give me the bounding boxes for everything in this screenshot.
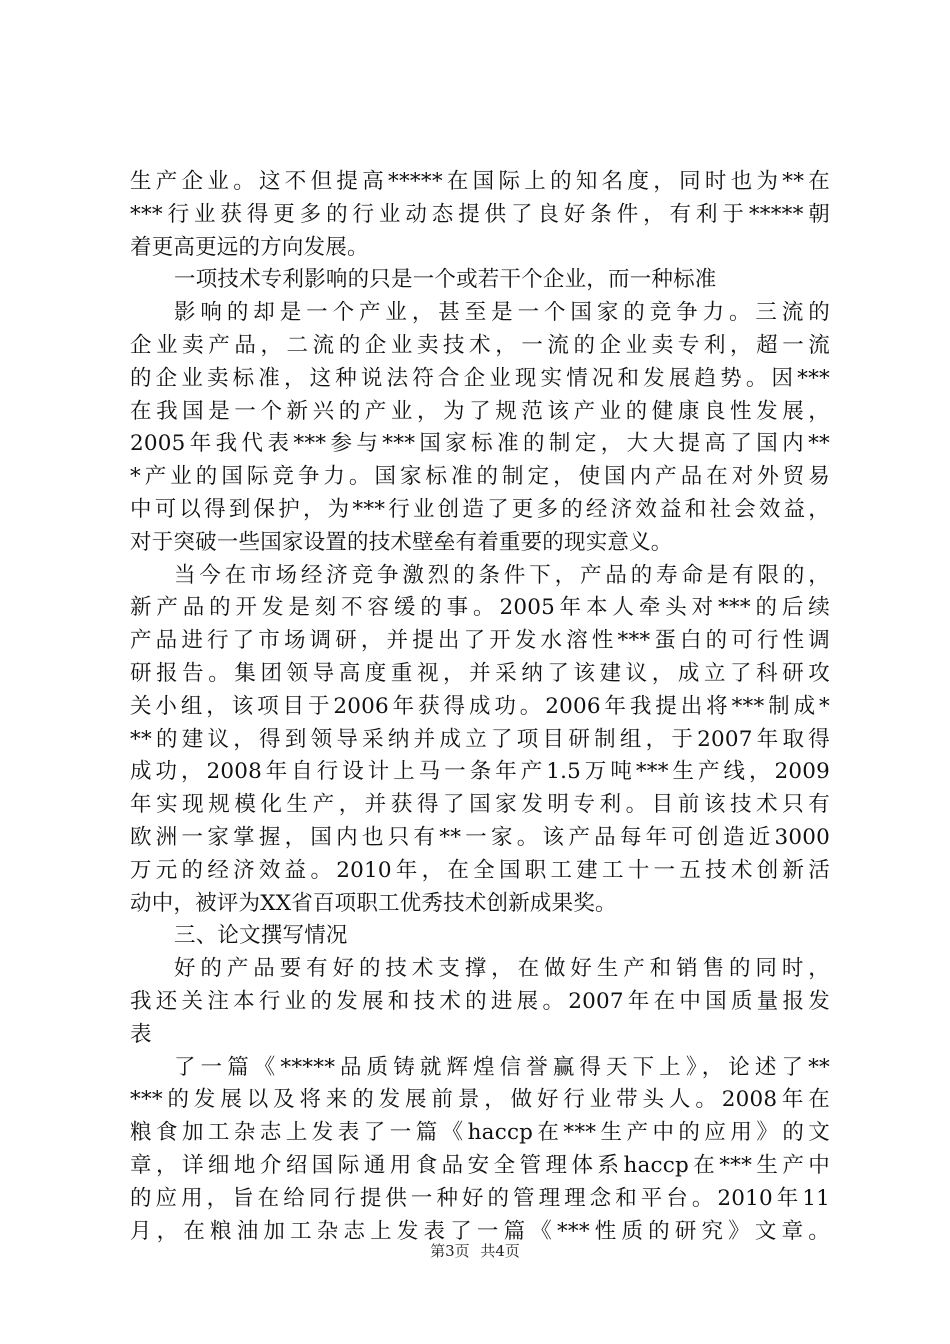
text-line: **的建议，得到领导采纳并成立了项目研制组，于2007年取得 (130, 726, 830, 752)
text-line: 当今在市场经济竞争激烈的条件下，产品的寿命是有限的， (174, 562, 830, 588)
text-line: 了一篇《*****品质铸就辉煌信誉赢得天下上》，论述了** (174, 1054, 830, 1080)
page-footer (0, 1240, 950, 1261)
text-line: 的应用，旨在给同行提供一种好的管理理念和平台。2010年11 (130, 1185, 830, 1211)
page-number: 第3页 (430, 1242, 470, 1260)
text-line: 影响的却是一个产业，甚至是一个国家的竞争力。三流的 (174, 300, 830, 326)
text-line: 成功，2008年自行设计上马一条年产1.5万吨***生产线，2009 (130, 759, 830, 785)
text-line: 动中，被评为XX省百项职工优秀技术创新成果奖。 (130, 890, 617, 916)
document-body (130, 166, 830, 1248)
text-line: ***行业获得更多的行业动态提供了良好条件，有利于*****朝 (130, 201, 830, 227)
text-line: 年实现规模化生产，并获得了国家发明专利。目前该技术只有 (130, 792, 830, 818)
text-line: 产品进行了市场调研，并提出了开发水溶性***蛋白的可行性调 (130, 628, 830, 654)
text-line: 三、论文撰写情况 (174, 923, 348, 949)
text-line: 2005年我代表***参与***国家标准的制定，大大提高了国内** (130, 431, 830, 457)
text-line: 粮食加工杂志上发表了一篇《haccp在***生产中的应用》的文 (130, 1120, 830, 1146)
text-line: 的企业卖标准，这种说法符合企业现实情况和发展趋势。因*** (130, 365, 830, 391)
text-line: *产业的国际竞争力。国家标准的制定，使国内产品在对外贸易 (130, 464, 830, 490)
text-line: 月，在粮油加工杂志上发表了一篇《***性质的研究》文章。 (130, 1218, 830, 1244)
text-line: 中可以得到保护，为***行业创造了更多的经济效益和社会效益， (130, 496, 830, 522)
text-line: 关小组，该项目于2006年获得成功。2006年我提出将***制成* (130, 693, 830, 719)
text-line: 着更高更远的方向发展。 (130, 234, 369, 260)
text-line: ***的发展以及将来的发展前景，做好行业带头人。2008年在 (130, 1087, 830, 1113)
text-line: 章，详细地介绍国际通用食品安全管理体系haccp在***生产中 (130, 1152, 830, 1178)
text-line: 我还关注本行业的发展和技术的进展。2007年在中国质量报发 (130, 988, 830, 1014)
page-total: 共4页 (480, 1242, 520, 1260)
text-line: 生产企业。这不但提高*****在国际上的知名度，同时也为**在 (130, 169, 830, 194)
text-line: 万元的经济效益。2010年，在全国职工建工十一五技术创新活 (130, 857, 830, 883)
text-line: 对于突破一些国家设置的技术壁垒有着重要的现实意义。 (130, 529, 673, 555)
text-line: 欧洲一家掌握，国内也只有**一家。该产品每年可创造近3000 (130, 824, 830, 850)
text-line: 在我国是一个新兴的产业，为了规范该产业的健康良性发展， (130, 398, 830, 424)
text-line: 企业卖产品，二流的企业卖技术，一流的企业卖专利，超一流 (130, 332, 830, 358)
text-line: 表 (130, 1021, 152, 1047)
text-line: 研报告。集团领导高度重视，并采纳了该建议，成立了科研攻 (130, 660, 830, 686)
text-line: 好的产品要有好的技术支撑，在做好生产和销售的同时， (174, 956, 830, 982)
text-line: 一项技术专利影响的只是一个或若干个企业，而一种标准 (174, 267, 717, 293)
text-line: 新产品的开发是刻不容缓的事。2005年本人牵头对***的后续 (130, 595, 830, 621)
